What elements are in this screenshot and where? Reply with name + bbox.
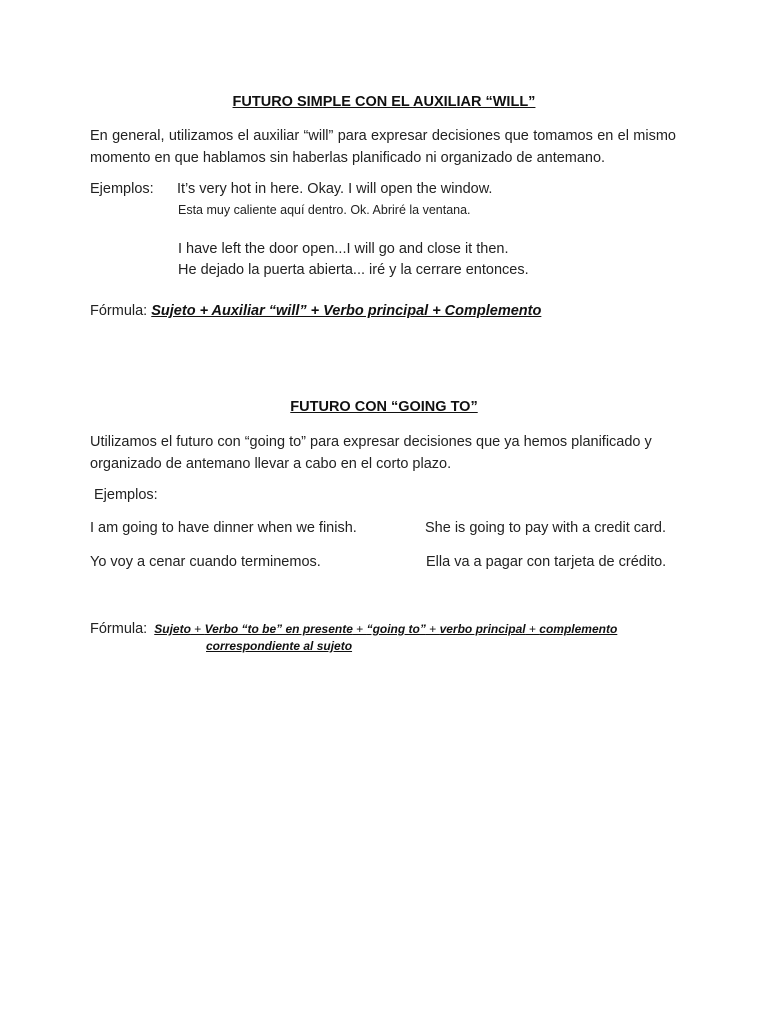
section2-formula-line2-row [206,638,352,654]
section1-example2-en: I have left the door open...I will go and close it then. [178,241,509,257]
section1-title: FUTURO SIMPLE CON EL AUXILIAR “WILL” [232,94,536,110]
formula-part-subject: Sujeto [154,622,191,636]
formula-plus: + [525,622,540,636]
section1-formula-row [90,303,541,319]
section1-intro: En general, utilizamos el auxiliar “will” para expresar decisiones que tomamos en el mismo momento en que hablamos sin haberlas planificado ni organizado de antemano. [90,128,676,166]
section2-example2-en: She is going to pay with a credit card. [425,520,666,536]
section1-examples-label: Ejemplos: [90,181,154,197]
section1-formula-label: Fórmula: [90,303,148,319]
formula-part-verb-to-be: Verbo “to be” en presente [204,622,353,636]
formula-plus: + [190,622,205,636]
section2-formula-label: Fórmula: [90,621,148,637]
formula-part-going-to: “going to” [366,622,426,636]
section1-example1-en: It’s very hot in here. Okay. I will open the window. [177,181,493,197]
formula-plus: + [425,622,440,636]
section2-title: FUTURO CON “GOING TO” [290,399,478,415]
section2-example2-es: Ella va a pagar con tarjeta de crédito. [426,554,667,570]
formula-plus: + [352,622,367,636]
formula-part-complement-cont: correspondiente al sujeto [206,639,353,653]
section2-intro: Utilizamos el futuro con “going to” para expresar decisiones que ya hemos planificado y organizado de antemano llevar a cabo en el corto plazo. [90,434,652,472]
section1-example2-es: He dejado la puerta abierta... iré y la cerrare entonces. [178,262,529,278]
formula-part-main-verb: verbo principal [439,622,526,636]
section1-example1-es: Esta muy caliente aquí dentro. Ok. Abriré la ventana. [178,203,471,217]
section2-example1-en: I am going to have dinner when we finish. [90,520,357,536]
section2-example1-es: Yo voy a cenar cuando terminemos. [90,554,321,570]
section2-formula-row [90,621,617,637]
section2-examples-label: Ejemplos: [94,487,158,503]
section1-formula: Sujeto + Auxiliar “will” + Verbo principal + Complemento [151,303,542,319]
section2-formula-line1 [154,622,617,636]
formula-part-complement: complemento [539,622,618,636]
